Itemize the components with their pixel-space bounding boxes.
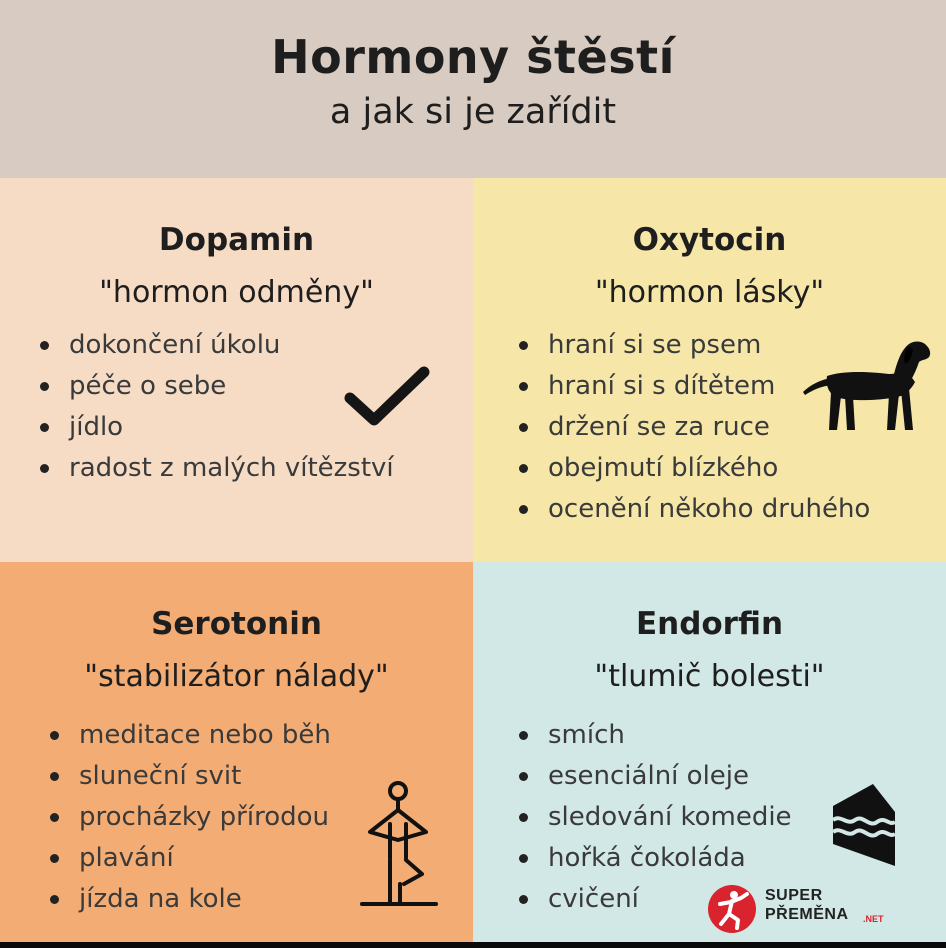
list-item: hořká čokoláda bbox=[515, 838, 792, 879]
activity-list bbox=[36, 325, 394, 489]
page-subtitle: a jak si je zařídit bbox=[329, 92, 617, 132]
hormone-tagline: "tlumič bolesti" bbox=[594, 659, 825, 694]
list-item: sluneční svit bbox=[46, 756, 331, 797]
dopamin-panel bbox=[0, 178, 473, 562]
hormone-name: Oxytocin bbox=[632, 222, 787, 258]
header bbox=[0, 0, 946, 178]
super-premena-logo bbox=[707, 884, 907, 936]
serotonin-panel bbox=[0, 562, 473, 942]
list-item: hraní si se psem bbox=[515, 325, 870, 366]
logo-suffix: .NET bbox=[863, 914, 884, 924]
list-item: dokončení úkolu bbox=[36, 325, 394, 366]
hormone-tagline: "hormon lásky" bbox=[594, 275, 825, 310]
oxytocin-panel bbox=[473, 178, 946, 562]
runner-logo-icon bbox=[707, 884, 757, 934]
list-item: procházky přírodou bbox=[46, 797, 331, 838]
hormone-name: Serotonin bbox=[151, 606, 322, 642]
checkmark-icon bbox=[344, 364, 430, 430]
list-item: esenciální oleje bbox=[515, 756, 792, 797]
logo-line-1: SUPER bbox=[765, 887, 823, 904]
list-item: sledování komedie bbox=[515, 797, 792, 838]
hormone-tagline: "stabilizátor nálady" bbox=[84, 659, 389, 694]
dog-icon bbox=[801, 338, 933, 438]
cake-slice-icon bbox=[829, 782, 897, 866]
list-item: ocenění někoho druhého bbox=[515, 489, 870, 530]
list-item: plavání bbox=[46, 838, 331, 879]
meditation-pose-icon bbox=[356, 780, 440, 912]
bottom-border bbox=[0, 942, 946, 948]
logo-line-2: PŘEMĚNA bbox=[765, 906, 849, 923]
list-item: držení se za ruce bbox=[515, 407, 870, 448]
list-item: hraní si s dítětem bbox=[515, 366, 870, 407]
list-item: radost z malých vítězství bbox=[36, 448, 394, 489]
hormone-tagline: "hormon odměny" bbox=[99, 275, 374, 310]
list-item: smích bbox=[515, 715, 792, 756]
list-item: jízda na kole bbox=[46, 879, 331, 920]
list-item: obejmutí blízkého bbox=[515, 448, 870, 489]
list-item: péče o sebe bbox=[36, 366, 394, 407]
hormone-name: Endorfin bbox=[635, 606, 784, 642]
hormone-name: Dopamin bbox=[158, 222, 315, 258]
activity-list bbox=[46, 715, 331, 920]
page-title: Hormony štěstí bbox=[271, 30, 675, 84]
list-item: jídlo bbox=[36, 407, 394, 448]
list-item: cvičení bbox=[515, 879, 792, 920]
list-item: meditace nebo běh bbox=[46, 715, 331, 756]
